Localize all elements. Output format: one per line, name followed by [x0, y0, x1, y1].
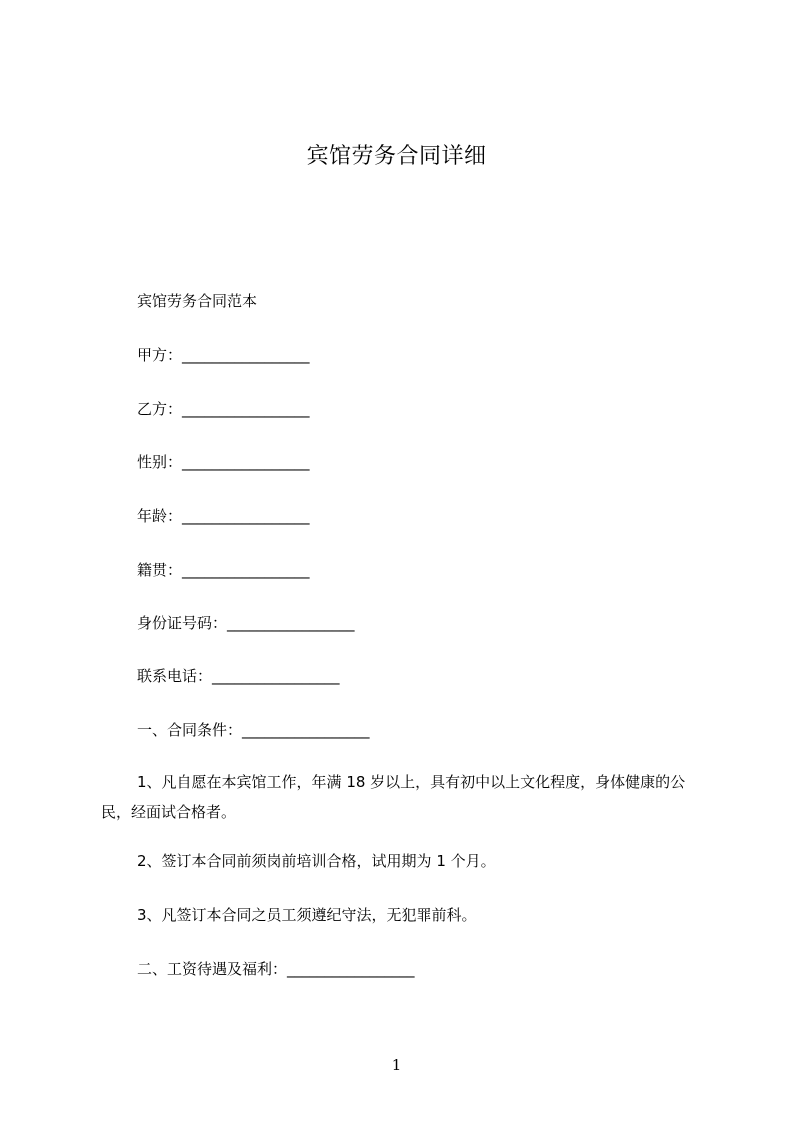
field-age — [137, 505, 310, 527]
subtitle-text: 宾馆劳务合同范本 — [137, 292, 258, 310]
clause-2 — [137, 850, 496, 872]
field-native-place — [137, 559, 310, 581]
fill-blank[interactable]: _________________ — [242, 721, 370, 739]
fill-blank[interactable]: _________________ — [227, 614, 355, 632]
document-title: 宾馆劳务合同详细 — [306, 144, 487, 169]
document-subtitle — [137, 290, 257, 312]
section-heading: 一、合同条件： — [137, 721, 243, 739]
field-label: 甲方： — [137, 346, 183, 364]
field-party-a — [137, 344, 310, 366]
clause-text: 2、签订本合同前须岗前培训合格，试用期为 1 个月。 — [137, 852, 496, 870]
fill-blank[interactable]: _________________ — [287, 960, 415, 978]
field-phone — [137, 665, 340, 687]
fill-blank[interactable]: _________________ — [182, 453, 310, 471]
fill-blank[interactable]: _________________ — [182, 400, 310, 418]
fill-blank[interactable]: _________________ — [212, 667, 340, 685]
field-id-number — [137, 612, 355, 634]
field-party-b — [137, 398, 310, 420]
clause-3 — [137, 904, 477, 926]
clause-text: 3、凡签订本合同之员工须遵纪守法，无犯罪前科。 — [137, 906, 477, 924]
field-label: 籍贯： — [137, 561, 183, 579]
section-heading-contract-conditions — [137, 719, 370, 741]
field-gender — [137, 451, 310, 473]
section-heading-wages-benefits — [137, 958, 415, 980]
section-heading: 二、工资待遇及福利： — [137, 960, 288, 978]
clause-text: 1、凡自愿在本宾馆工作，年满 18 岁以上，具有初中以上文化程度，身体健康的公民，经面试合格者。 — [101, 773, 686, 821]
field-label: 身份证号码： — [137, 614, 228, 632]
field-label: 联系电话： — [137, 667, 213, 685]
field-label: 乙方： — [137, 400, 183, 418]
field-label: 性别： — [137, 453, 183, 471]
clause-1 — [101, 767, 701, 827]
page-number: 1 — [391, 1056, 402, 1074]
fill-blank[interactable]: _________________ — [182, 346, 310, 364]
field-label: 年龄： — [137, 507, 183, 525]
fill-blank[interactable]: _________________ — [182, 507, 310, 525]
fill-blank[interactable]: _________________ — [182, 561, 310, 579]
